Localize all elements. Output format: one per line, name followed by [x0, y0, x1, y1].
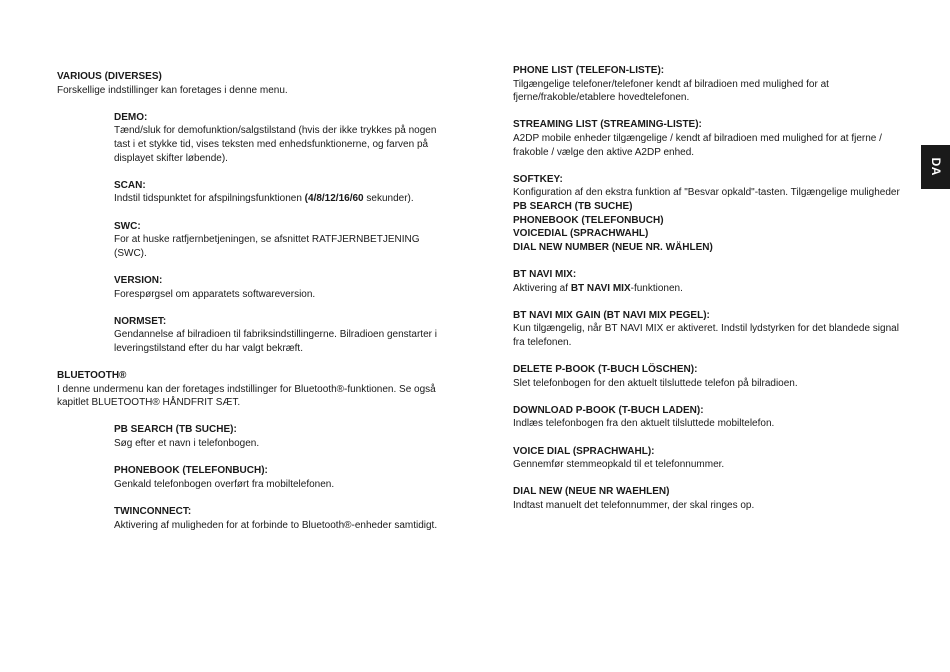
scan-text-bold: (4/8/12/16/60 [304, 193, 364, 205]
section-text: Aktivering af muligheden for at forbinde to Bluetooth®-enheder samtidigt. [114, 519, 438, 531]
section-streaming-list [513, 118, 905, 159]
section-heading: VERSION: [114, 274, 163, 286]
softkey-option: PB SEARCH (TB SUCHE) [513, 200, 633, 212]
section-heading: SOFTKEY: [513, 173, 563, 185]
section-bt-navi-mix [513, 268, 905, 295]
section-heading: SWC: [114, 220, 141, 232]
section-text: For at huske ratfjernbetjeningen, se afsnittet RATFJERNBETJENING (SWC). [114, 234, 420, 259]
softkey-option: VOICEDIAL (SPRACHWAHL) [513, 228, 649, 240]
section-text: Genkald telefonbogen overført fra mobiltelefonen. [114, 478, 335, 490]
section-heading: DOWNLOAD P-BOOK (T-BUCH LADEN): [513, 404, 704, 416]
section-heading: SCAN: [114, 179, 146, 191]
right-column [513, 65, 905, 526]
section-voice-dial [513, 445, 905, 472]
section-bluetooth [57, 369, 447, 410]
btnavimix-text-before: Aktivering af [513, 282, 571, 294]
section-text: Slet telefonbogen for den aktuelt tilsluttede telefon på bilradioen. [513, 377, 798, 389]
section-text: Indtast manuelt det telefonnummer, der skal ringes op. [513, 500, 755, 511]
section-text: Indlæs telefonbogen fra den aktuelt tilsluttede mobiltelefon. [513, 418, 775, 430]
section-demo [57, 111, 447, 165]
section-text: Konfiguration af den ekstra funktion af "Besvar opkald"-tasten. Tilgængelige muligheder [513, 187, 900, 199]
section-normset [57, 315, 447, 356]
section-scan [57, 179, 447, 206]
softkey-option: PHONEBOOK (TELEFONBUCH) [513, 214, 664, 226]
section-text: Gendannelse af bilradioen til fabriksindstillingerne. Bilradioen genstarter i leveringstilstand efter du har valgt bekræft. [114, 329, 437, 354]
section-swc [57, 220, 447, 261]
section-text: Forskellige indstillinger kan foretages i denne menu. [57, 84, 288, 96]
section-text: Kun tilgængelig, når BT NAVI MIX er aktiveret. Indstil lydstyrken for det blandede signal fra telefonen. [513, 323, 899, 348]
section-heading: VOICE DIAL (SPRACHWAHL): [513, 445, 655, 457]
section-heading: VARIOUS (DIVERSES) [57, 71, 162, 82]
section-heading: STREAMING LIST (STREAMING-LISTE): [513, 119, 702, 131]
btnavimix-text-after: -funktionen. [630, 282, 683, 294]
scan-text-after: sekunder). [363, 193, 414, 205]
softkey-option: DIAL NEW NUMBER (NEUE NR. WÄHLEN) [513, 241, 713, 253]
scan-text-before: Indstil tidspunktet for afspilningsfunktionen [114, 193, 305, 205]
section-text: I denne undermenu kan der foretages indstillinger for Bluetooth®-funktionen. Se også kapitlet BLUETOOTH® HÅNDFRIT SÆT. [57, 383, 436, 409]
section-twinconnect [57, 505, 447, 532]
section-heading: BT NAVI MIX: [513, 268, 577, 280]
section-text [513, 282, 905, 296]
section-text: Tænd/sluk for demofunktion/salgstilstand (hvis der ikke trykkes på nogen tast i et stykke tid, vises teksten med enhedsfunktionerne, og farven på displayet skifter løbende). [114, 125, 437, 164]
section-heading: DELETE P-BOOK (T-BUCH LÖSCHEN): [513, 364, 698, 376]
section-heading: BT NAVI MIX GAIN (BT NAVI MIX PEGEL): [513, 309, 710, 321]
left-column [57, 70, 447, 546]
section-phone-list [513, 64, 905, 105]
section-various [57, 70, 447, 97]
section-text: Søg efter et navn i telefonbogen. [114, 438, 260, 450]
section-pb-search [57, 423, 447, 450]
section-heading: DIAL NEW (NEUE NR WAEHLEN) [513, 486, 670, 498]
section-text: Gennemfør stemmeopkald til et telefonnummer. [513, 459, 725, 471]
section-download-pbook [513, 404, 905, 431]
btnavimix-text-bold: BT NAVI MIX [570, 282, 631, 294]
section-phonebook [57, 464, 447, 491]
section-heading: NORMSET: [114, 315, 167, 327]
language-tab [921, 145, 950, 189]
section-delete-pbook [513, 363, 905, 390]
section-text: A2DP mobile enheder tilgængelige / kendt af bilradioen med mulighed for at fjerne / frakoble / vælge den aktive A2DP enhed. [513, 132, 882, 158]
section-softkey [513, 173, 905, 255]
language-tab-label: DA [929, 157, 944, 177]
section-dial-new [513, 485, 905, 512]
section-heading: PHONEBOOK (TELEFONBUCH): [114, 465, 268, 477]
section-heading: PB SEARCH (TB SUCHE): [114, 424, 237, 436]
section-version [57, 274, 447, 301]
section-bt-navi-mix-gain [513, 309, 905, 350]
section-heading: BLUETOOTH® [57, 370, 127, 382]
section-text: Forespørgsel om apparatets softwareversion. [114, 288, 316, 300]
section-text [114, 192, 447, 206]
section-heading: TWINCONNECT: [114, 506, 192, 517]
section-heading: DEMO: [114, 111, 148, 123]
section-text: Tilgængelige telefoner/telefoner kendt af bilradioen med mulighed for at fjerne/frakoble/etablere hovedtelefonen. [513, 78, 829, 104]
section-heading: PHONE LIST (TELEFON-LISTE): [513, 65, 665, 76]
